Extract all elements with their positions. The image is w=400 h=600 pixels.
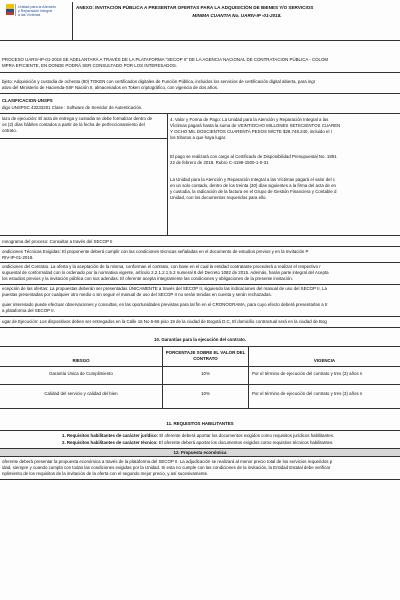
garantia-row-2-riesgo: Calidad del servicio y calidad del bien: [44, 391, 118, 396]
rule-recepcion: [0, 316, 400, 317]
requisito-tecnico-text: El oferente deberá aportar los documentos exigidos como requisitos técnicos habilitantes.: [158, 440, 334, 445]
garantia-row-1-porcentaje: 10%: [201, 371, 210, 376]
garantia-row-1-riesgo: Garantía Única de Cumplimiento: [49, 371, 113, 376]
rule-requisitos-top: [0, 430, 400, 431]
rule-garantias-head: [0, 366, 400, 367]
doc-title-line-2: MINIMA CUANTIA No. UARIV-IP -01-2018.: [192, 13, 282, 18]
recepcion-line-4: quier interesado puede efectuar observaciones y consultas, en las oportunidades previstas para tal fin en el CRONOGRAMA, para cuyo efecto deberá presentarlas a tr: [2, 302, 328, 307]
cronograma-line: ronograma del proceso: Consultar a través del SECOP II: [2, 239, 113, 244]
logo-line-3: a las Víctimas: [18, 13, 41, 17]
rule-intro: [0, 72, 400, 73]
valor-line-7: 22 de febrero de 2018. Rubro C-4199-1500-1-0-31: [170, 160, 269, 165]
plazo-line-1: lazo de ejecución: El acta de entrega y custodia se debe formalizar dentro de: [2, 116, 153, 121]
rule-unspsc: [0, 113, 400, 114]
valor-line-6: El pago se realizará con cargo al Certificado de Disponibilidad Presupuestal No. 1891: [170, 154, 337, 159]
plazo-line-2: os (2) días hábiles contados a partir de la fecha de perfeccionamiento del: [2, 122, 145, 127]
condiciones-contrato-line-1: ondiciones del Contrato. La oferta y la aceptación de la misma, conforman el contrato, con base en el cual la entidad contratante procederá a realizar el respectivo r: [2, 264, 321, 269]
condiciones-tecnicas-line-2: RIV-IP-01-2018.: [2, 255, 34, 260]
garantias-heading: 10. Garantías para la ejecución del contrato.: [154, 337, 246, 342]
propuesta-line-3: nplimiento de los requisitos de la invitación de la oferta con el segundo mejor precio, y así sucesivamente.: [2, 471, 209, 476]
garantia-row-2-porcentaje: 10%: [201, 391, 210, 396]
requisitos-heading: 11. REQUISITOS HABILITANTES: [166, 421, 234, 426]
valor-line-9: La Unidad para la Atención y Reparación Integral a las Víctimas pagará el valor del c: [170, 177, 335, 182]
garantia-row-1-vigencia: Por el término de ejecución del contrato y tres (3) años n: [252, 371, 363, 376]
valor-line-3: Y OCHO MIL DOSCIENTOS CUARENTA PESOS M/CTE $28.748.240, incluido el I: [170, 129, 332, 134]
valor-line-10: en un solo contado, dentro de los treinta (30) días siguientes a la firma del acta de en: [170, 183, 336, 188]
recepcion-line-1: ecepción de las ofertas: La propuestas deberán ser presentadas ÚNICAMENTE a través del SECOP II, siguiendo las indicaciones del manual de uso del SECOP II. La: [2, 286, 327, 291]
garantias-col-divider-2: [248, 346, 249, 408]
recepcion-line-2: puestas presentadas por cualquier otro medio o sin seguir el manual de uso del SECOP II no serán tenidas en cuenta y serán rechazadas.: [2, 292, 272, 297]
requisito-juridico: [62, 433, 400, 438]
garantia-row-2-vigencia: Por el término de ejecución del contrato y tres (3) años n: [252, 391, 363, 396]
unspsc-line: digo UNSPSC 43233201 Clase : Software de Servidor de Autenticación.: [2, 105, 143, 110]
rule-lugar: [0, 327, 400, 328]
valor-line-1: 4. Valor y Forma de Pago: La Unidad para la Atención y Reparación Integral a las: [170, 117, 329, 122]
plazo-line-3: ontrato.: [2, 128, 17, 133]
requisito-tecnico-label: 2. Requisitos habilitantes de carácter técnico:: [62, 440, 158, 445]
requisito-juridico-text: El oferente deberá aportar los documentos exigidos como requisitos jurídicos habilitantes.: [159, 433, 335, 438]
rule-valor: [0, 235, 400, 236]
logo-line-1: Unidad para la Atención: [18, 5, 57, 9]
requisito-juridico-label: 1. Requisitos habilitantes de carácter jurídico:: [62, 433, 159, 438]
valor-line-11: y custodia, la radicación de la factura en el Grupo de Gestión Financiera y Contable d: [170, 189, 337, 194]
propuesta-heading: 12. Propuesta económica: [173, 450, 227, 455]
valor-line-2: Víctimas pagará hasta la suma de VEINTIOCHO MILLONES SETECIENTOS CUAREN: [170, 123, 341, 128]
lugar-line: ugar de Ejecución: Los dispositivos deben ser entregados en la Calle 16 No 6-66 piso 19 de la ciudad de Bogotá D.C, El domicilio contractual será en la ciudad de Bog: [2, 319, 327, 324]
logo-line-2: y Reparación Integral: [18, 9, 53, 13]
garantias-col-porcentaje: PORCENTAJE SOBRE EL VALOR DEL CONTRATO: [165, 350, 246, 361]
valor-line-4: los tributos a que haya lugar.: [170, 135, 227, 140]
condiciones-contrato-line-3: los estudios previos y la invitación pública con sus adendas. El oferente acepta íntegramente las condiciones y obligaciones de la presente invitación.: [2, 276, 293, 281]
propuesta-line-1: oferente deberá presentar la propuesta económica a través de la plataforma del SECOP II. La adjudicación se realizará al menor precio total de los servicios requeridos p: [2, 459, 333, 464]
rule-propuesta-top: [0, 456, 400, 457]
rule-garantias-top: [0, 346, 400, 347]
intro-line-1: PROCESO UARIV-IP-01-2018 SE ADELANTARÁ A TRAVÉS DE LA PLATAFORMA "SECOP II" DE LA AGENCIA NACIONAL DE CONTRATACION PÚBLICA - COLOM: [2, 57, 329, 62]
condiciones-tecnicas-line-1: ondiciones Técnicas Exigidas: El proponente deberá cumplir con las condiciones técnicas señaladas en el documento de estudios previos y en la Invitación P: [2, 249, 309, 254]
garantias-col-vigencia: VIGENCIA: [313, 358, 336, 363]
objeto-line-1: bjeto: Adquisición y custodia de ochenta (80) TOKEN con certificados digitales de Función Pública, incluidos los servicios de certificación digital abierta, para ingr: [2, 79, 316, 84]
condiciones-contrato-line-2: supuestal de conformidad con lo ordenado por la normativa vigente, artículo 2.2.1.2.1.5.2 numeral 8 del Decreto 1082 de 2015. Además, harán parte integral del Acepta: [2, 270, 329, 275]
garantias-col-riesgo: RIESGO: [72, 358, 90, 363]
rule-objeto: [0, 93, 400, 94]
requisito-tecnico: [62, 440, 400, 445]
rule-propuesta-bottom: [0, 479, 400, 480]
valor-line-12: Unidad, con los documentos requeridos para ello.: [170, 195, 267, 200]
plazo-valor-divider: [167, 113, 168, 235]
rule-tecnicas: [0, 262, 400, 263]
rule-cronograma: [0, 246, 400, 247]
header-divider: [72, 2, 73, 40]
header-bottom-rule: [0, 40, 400, 41]
unspsc-heading: CLASIFICACION UNSPS: [2, 98, 53, 103]
rule-contrato: [0, 284, 400, 285]
propuesta-line-2: idad, siempre y cuando cumpla con todas las condiciones exigidas por la Unidad. Si esta no cumple con las condiciones de la invitación, la Entidad Estatal debe verificar: [2, 465, 331, 470]
doc-title-line-1: ANEXO: INVITACIÓN PÚBLICA A PRESENTAR OFERTAS PARA LA ADQUISICIÓN DE BIENES Y/O SERVICIOS: [76, 5, 314, 10]
rule-plazo: [0, 138, 167, 139]
rule-garantias-row-1: [0, 384, 400, 385]
rule-garantias-bottom: [0, 408, 400, 409]
intro-line-2: MPRA EFICIENTE, EN DONDE PODRÁ SER CONSULTADO POR LOS INTERESADOS.: [2, 63, 178, 68]
objeto-line-2: ativo del Ministerio de Hacienda-SIIF Nación II, almacenados en Token criptográfico, con vigencia de dos años.: [2, 85, 219, 90]
recepcion-line-5: a plataforma del SECOP II.: [2, 308, 55, 313]
